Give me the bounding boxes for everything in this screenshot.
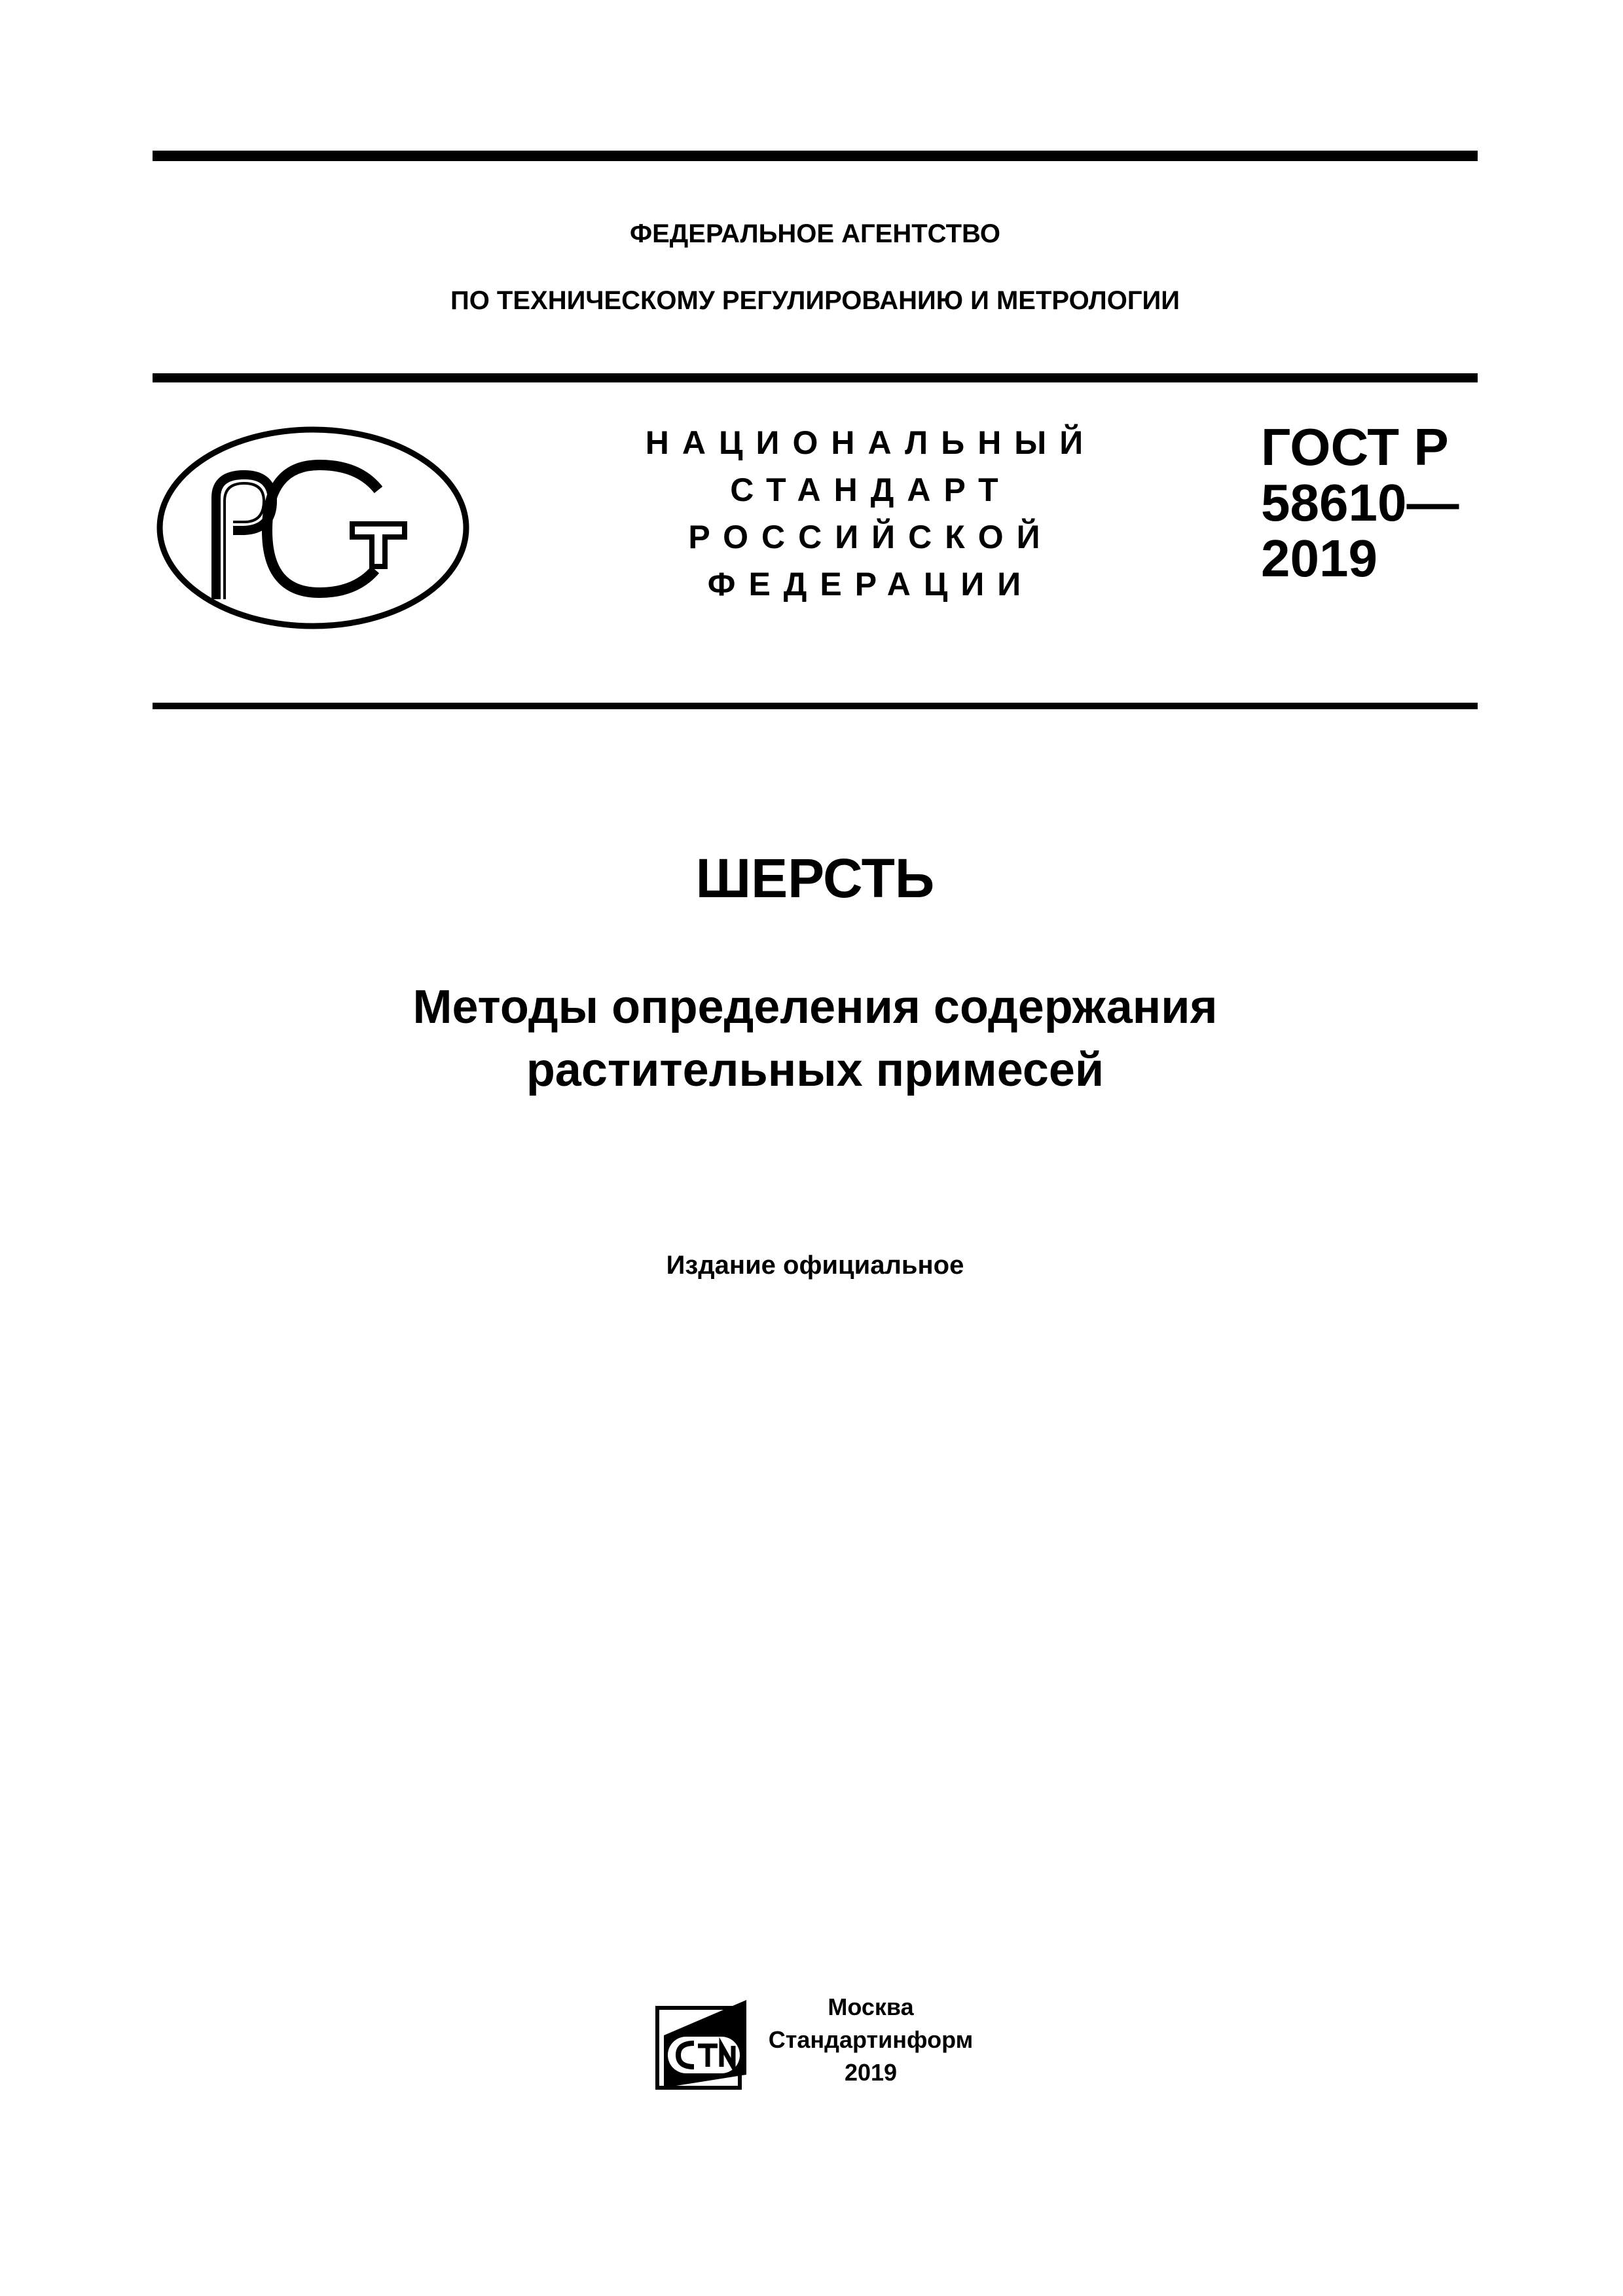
document-title: ШЕРСТЬ (695, 847, 935, 909)
header-rule (153, 373, 1478, 382)
national-standard-line-3: РОССИЙСКОЙ (688, 519, 1053, 555)
gost-line-1: ГОСТ Р (1261, 418, 1449, 476)
subtitle-line-1: Методы определения содержания (412, 981, 1218, 1033)
national-standard-line-4: ФЕДЕРАЦИИ (707, 566, 1034, 602)
subtitle-line-2: растительных примесей (526, 1044, 1104, 1096)
gost-line-2: 58610— (1261, 473, 1459, 532)
edition-label: Издание официальное (666, 1251, 964, 1280)
publisher-info (759, 1991, 982, 2089)
national-standard-line-2: СТАНДАРТ (730, 472, 1012, 508)
national-standard-label (642, 419, 1100, 608)
agency-line-1: ФЕДЕРАЛЬНОЕ АГЕНТСТВО (629, 219, 1001, 248)
rst-certification-logo-icon (156, 426, 470, 630)
publisher-city: Москва (828, 1993, 914, 2020)
gost-line-3: 2019 (1261, 529, 1377, 587)
gost-designation (1261, 419, 1459, 586)
agency-line-2: ПО ТЕХНИЧЕСКОМУ РЕГУЛИРОВАНИЮ И МЕТРОЛОГИИ (450, 286, 1180, 315)
publisher-name: Стандартинформ (768, 2026, 974, 2053)
top-rule (153, 151, 1478, 161)
standartinform-logo-icon (655, 1996, 752, 2091)
national-standard-line-1: НАЦИОНАЛЬНЫЙ (645, 424, 1097, 461)
document-subtitle (153, 976, 1478, 1102)
standard-block-rule (153, 703, 1478, 709)
publisher-year: 2019 (844, 2059, 898, 2086)
